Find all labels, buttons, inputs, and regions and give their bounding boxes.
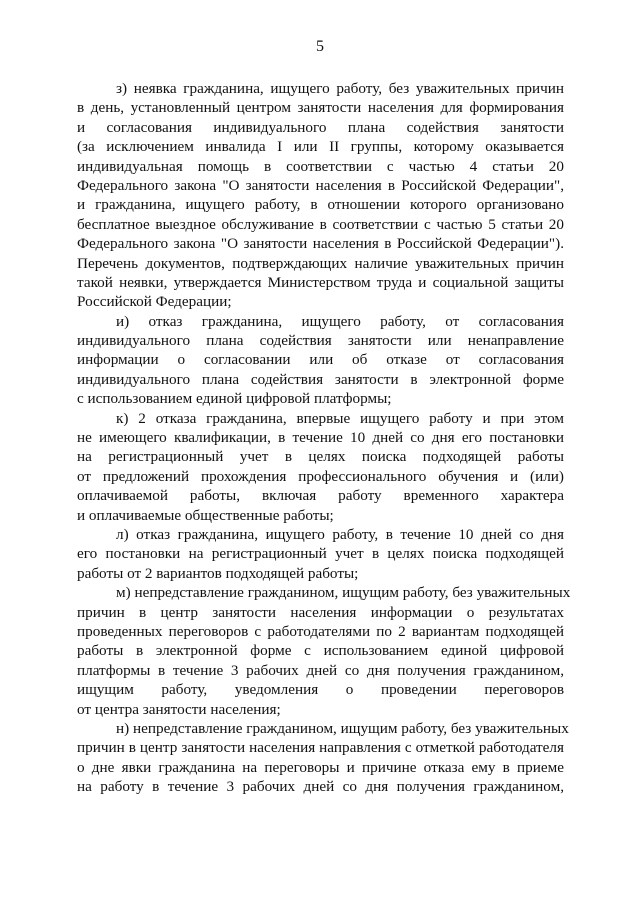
text-line: Российской Федерации; [77, 293, 232, 311]
text-line: м) непредставление гражданином, ищущим работу, без уважительных [116, 584, 571, 602]
text-line: о дне явки гражданина на переговоры и причине отказа ему в приеме [77, 758, 564, 776]
paragraph-n [77, 719, 569, 797]
paragraph-m [77, 583, 571, 719]
text-line: в день, установленный центром занятости населения для формирования [77, 99, 564, 117]
text-line: причин в центр занятости населения информации о результатах [77, 603, 564, 621]
text-line: оплачиваемой работы, включая работу временного характера [77, 487, 564, 505]
text-line: индивидуального плана содействия занятости или ненаправление [77, 332, 564, 350]
text-line: индивидуальная помощь в соответствии с частью 4 статьи 20 [77, 157, 564, 175]
paragraph-l [77, 525, 564, 583]
text-line: и согласования индивидуального плана содействия занятости [77, 118, 564, 136]
text-line: не имеющего квалификации, в течение 10 дней со дня его постановки [77, 429, 564, 447]
paragraph-k [77, 409, 564, 525]
text-line: на регистрационный учет в целях поиска подходящей работы [77, 448, 564, 466]
text-line: работы в электронной форме с использованием единой цифровой [77, 642, 564, 660]
text-line: индивидуального плана содействия занятости в электронной форме [77, 370, 564, 388]
text-line: Федерального закона "О занятости населения в Российской Федерации"). [77, 235, 564, 253]
text-line: такой неявки, утверждается Министерством труда и социальной защиты [77, 273, 564, 291]
text-line: (за исключением инвалида I или II группы, которому оказывается [77, 138, 564, 156]
text-line: Перечень документов, подтверждающих наличие уважительных причин [77, 254, 564, 272]
text-line: причин в центр занятости населения направления с отметкой работодателя [77, 739, 564, 757]
text-line: от центра занятости населения; [77, 700, 281, 718]
text-line: л) отказ гражданина, ищущего работу, в течение 10 дней со дня [116, 525, 564, 543]
text-line: ищущим работу, уведомления о проведении переговоров [77, 681, 564, 699]
text-line: и оплачиваемые общественные работы; [77, 506, 334, 524]
text-line: работы от 2 вариантов подходящей работы; [77, 564, 359, 582]
text-line: от предложений прохождения профессионального обучения и (или) [77, 467, 564, 485]
text-line: на работу в течение 3 рабочих дней со дня получения гражданином, [77, 778, 564, 796]
paragraph-i [77, 312, 564, 409]
text-line: платформы в течение 3 рабочих дней со дня получения гражданином, [77, 661, 564, 679]
text-line: н) непредставление гражданином, ищущим работу, без уважительных [116, 719, 569, 737]
text-line: к) 2 отказа гражданина, впервые ищущего работу и при этом [116, 409, 564, 427]
text-line: и) отказ гражданина, ищущего работу, от согласования [116, 312, 564, 330]
text-line: Федерального закона "О занятости населения в Российской Федерации", [77, 176, 564, 194]
paragraph-z [77, 79, 564, 312]
document-body [77, 79, 571, 796]
page-number: 5 [316, 38, 324, 55]
text-line: проведенных переговоров с работодателями по 2 вариантам подходящей [77, 622, 564, 640]
text-line: информации о согласовании или об отказе от согласования [77, 351, 564, 369]
text-line: его постановки на регистрационный учет в целях поиска подходящей [77, 545, 564, 563]
text-line: с использованием единой цифровой платформы; [77, 390, 392, 408]
text-line: и гражданина, ищущего работу, в отношении которого организовано [77, 196, 564, 214]
text-line: з) неявка гражданина, ищущего работу, без уважительных причин [116, 80, 564, 97]
text-line: бесплатное выездное обслуживание в соответствии с частью 5 статьи 20 [77, 215, 564, 233]
